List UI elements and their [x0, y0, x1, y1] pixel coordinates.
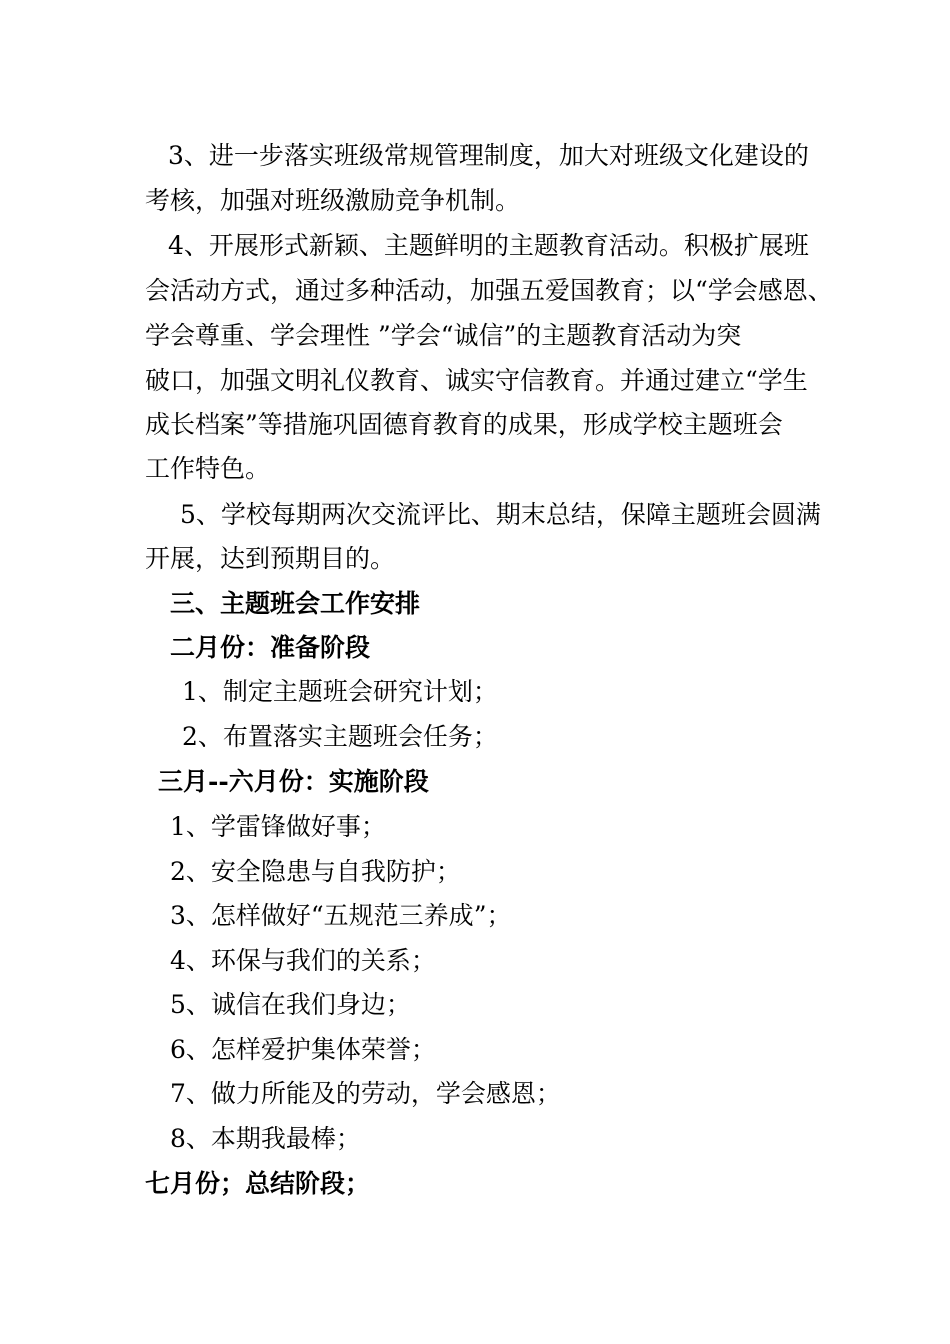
paragraph-5-line-2: 开展，达到预期目的。: [145, 544, 396, 573]
paragraph-4-line-6: 工作特色。: [145, 454, 271, 483]
paragraph-4-line-4: 破口，加强文明礼仪教育、诚实守信教育。并通过建立“学生: [145, 366, 808, 395]
list-item: 2、安全隐患与自我防护；: [170, 857, 461, 886]
paragraph-4-line-1: 4、开展形式新颖、主题鲜明的主题教育活动。积极扩展班: [168, 231, 809, 260]
section-heading: 三、主题班会工作安排: [170, 589, 421, 618]
paragraph-3-line-2: 考核，加强对班级激励竞争机制。: [145, 186, 521, 215]
paragraph-3-line-1: 3、进一步落实班级常规管理制度，加大对班级文化建设的: [168, 141, 809, 170]
list-item: 3、怎样做好“五规范三养成”；: [170, 901, 512, 930]
list-item: 4、环保与我们的关系；: [170, 946, 436, 975]
list-item: 1、制定主题班会研究计划；: [182, 677, 498, 706]
list-item: 8、本期我最棒；: [170, 1124, 361, 1153]
phase-heading-july: 七月份；总结阶段；: [145, 1169, 371, 1198]
paragraph-4-line-5: 成长档案”等措施巩固德育教育的成果，形成学校主题班会: [145, 410, 783, 439]
paragraph-4-line-2: 会活动方式，通过多种活动，加强五爱国教育；以“学会感恩、: [145, 276, 833, 305]
list-item: 6、怎样爱护集体荣誉；: [170, 1035, 436, 1064]
phase-heading-march-june: 三月--六月份：实施阶段: [158, 767, 429, 796]
paragraph-5-line-1: 5、学校每期两次交流评比、期末总结，保障主题班会圆满: [180, 500, 821, 529]
phase-heading-february: 二月份：准备阶段: [170, 633, 371, 662]
paragraph-4-line-3: 学会尊重、学会理性 ”学会“诚信”的主题教育活动为突: [145, 321, 742, 350]
list-item: 1、学雷锋做好事；: [170, 812, 386, 841]
list-item: 5、诚信在我们身边；: [170, 990, 411, 1019]
list-item: 7、做力所能及的劳动，学会感恩；: [170, 1079, 561, 1108]
list-item: 2、布置落实主题班会任务；: [182, 722, 498, 751]
